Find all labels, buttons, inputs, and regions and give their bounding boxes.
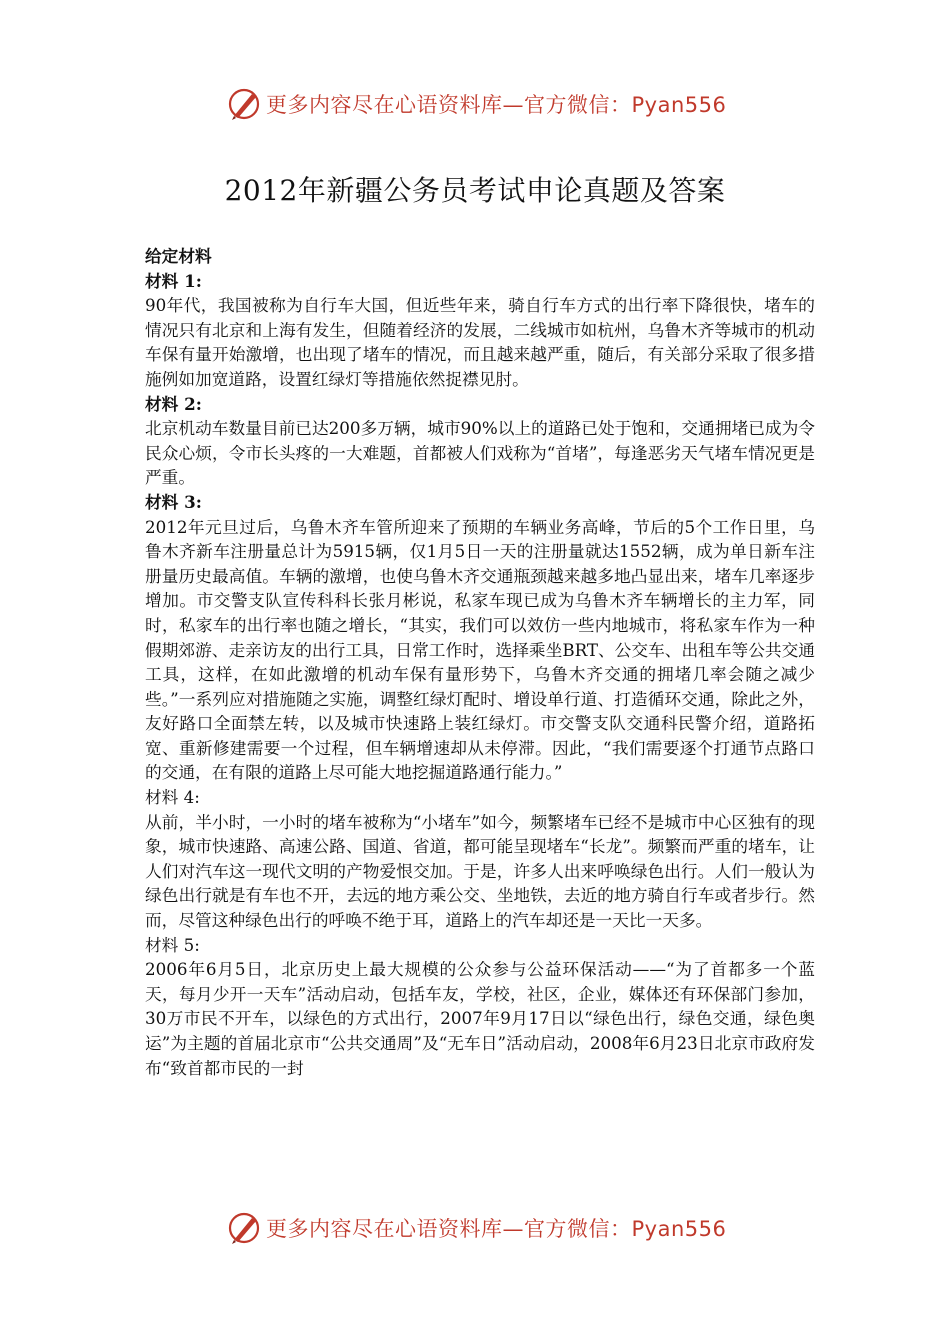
- section-heading: 给定材料: [145, 246, 212, 266]
- pen-logo-icon: [226, 86, 262, 122]
- material-1-heading: 材料 1:: [145, 270, 202, 291]
- document-body: [145, 244, 815, 1080]
- pen-logo-icon: [226, 1210, 262, 1246]
- footer-banner: [226, 1208, 726, 1248]
- material-1-text: 90年代，我国被称为自行车大国，但近些年来，骑自行车方式的出行率下降很快，堵车的情况只有北京和上海有发生，但随着经济的发展，二线城市如杭州，乌鲁木齐等城市的机动车保有量开始激增，也出现了堵车的情况，而且越来越严重，随后，有关部分采取了很多措施例如加宽道路，设置红绿灯等措施依然捉襟见肘。: [145, 295, 815, 389]
- page-title: 2012年新疆公务员考试申论真题及答案: [224, 173, 726, 207]
- material-2-text: 北京机动车数量目前已达200多万辆，城市90%以上的道路已处于饱和，交通拥堵已成为令民众心烦，令市长头疼的一大难题，首都被人们戏称为“首堵”，每逢恶劣天气堵车情况更是严重。: [145, 418, 815, 488]
- material-4-text: 从前，半小时，一小时的堵车被称为“小堵车”如今，频繁堵车已经不是城市中心区独有的现象，城市快速路、高速公路、国道、省道，都可能呈现堵车“长龙”。频繁而严重的堵车，让人们对汽车这一现代文明的产物爱恨交加。于是，许多人出来呼唤绿色出行。人们一般认为绿色出行就是有车也不开，去远的地方乘公交、坐地铁，去近的地方骑自行车或者步行。然而，尽管这种绿色出行的呼唤不绝于耳，道路上的汽车却还是一天比一天多。: [145, 811, 815, 931]
- banner-text: 更多内容尽在心语资料库—官方微信：Pyan556: [266, 93, 727, 117]
- header-banner: [226, 84, 726, 124]
- material-4-heading: 材料 4:: [145, 787, 200, 808]
- material-5-text: 2006年6月5日，北京历史上最大规模的公众参与公益环保活动——“为了首都多一个蓝天，每月少开一天车”活动启动，包括车友，学校，社区，企业，媒体还有环保部门参加，30万市民不开车，以绿色的方式出行，2007年9月17日以“绿色出行，绿色交通，绿色奥运”为主题的首届北京市“公共交通周”及“无车日”活动启动，2008年6月23日北京市政府发布“致首都市民的一封: [145, 959, 815, 1078]
- material-5-heading: 材料 5:: [145, 934, 200, 955]
- material-3-heading: 材料 3:: [145, 491, 202, 512]
- material-2-heading: 材料 2:: [145, 393, 202, 414]
- banner-text: 更多内容尽在心语资料库—官方微信：Pyan556: [266, 1217, 727, 1241]
- material-3-text: 2012年元旦过后，乌鲁木齐车管所迎来了预期的车辆业务高峰，节后的5个工作日里，乌鲁木齐新车注册量总计为5915辆，仅1月5日一天的注册量就达1552辆，成为单日新车注册量历史最高值。车辆的激增，也使乌鲁木齐交通瓶颈越来越多地凸显出来，堵车几率逐步增加。市交警支队宣传科科长张月彬说，私家车现已成为乌鲁木齐车辆增长的主力军，同时，私家车的出行率也随之增长，“其实，我们可以效仿一些内地城市，将私家车作为一种假期郊游、走亲访友的出行工具，日常工作时，选择乘坐BRT、公交车、出租车等公共交通工具，这样，在如此激增的机动车保有量形势下，乌鲁木齐交通的拥堵几率会随之减少些。”一系列应对措施随之实施，调整红绿灯配时、增设单行道、打造循环交通，除此之外，友好路口全面禁左转，以及城市快速路上装红绿灯。市交警支队交通科民警介绍，道路拓宽、重新修建需要一个过程，但车辆增速却从未停滞。因此，“我们需要逐个打通节点路口的交通，在有限的道路上尽可能大地挖掘道路通行能力。”: [145, 516, 815, 783]
